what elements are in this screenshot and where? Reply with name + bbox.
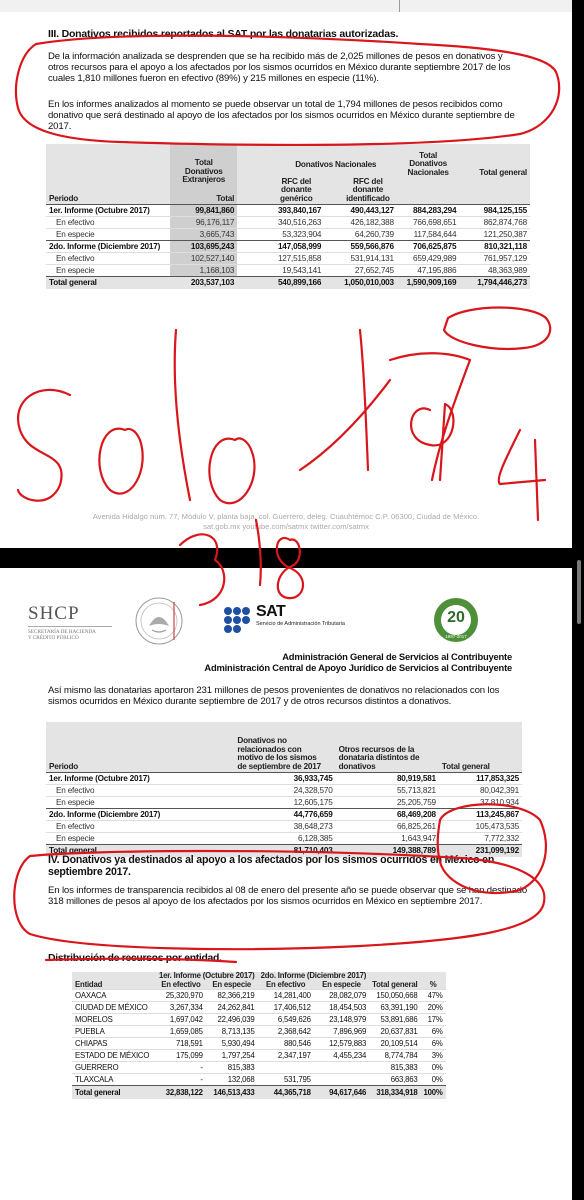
col3-pct: % [429,979,437,989]
scrollbar-thumb[interactable] [577,560,581,624]
donations-table [46,144,530,289]
cell-c1: 36,933,745 [234,772,335,784]
cell-c2: 19,543,141 [237,264,324,276]
sat-logo-sub: Servicio de Administración Tributaria [256,621,345,627]
footer-address: Avenida Hidalgo núm. 77, Módulo V, planta baja, col. Guerrero, deleg. Cuauhtémoc C.P. 06300, Ciudad de México. [92,512,480,521]
cell-c: 17,406,512 [258,1002,314,1014]
sat-logo [222,603,345,635]
col3-efectivo-2: En efectivo [265,979,306,989]
cell-t: 63,391,190 [369,1002,420,1014]
table-row [46,228,530,240]
cell-a: 718,591 [156,1038,206,1050]
col-nacionales-label: Donativos Nacionales [295,160,377,170]
other-resources-table [46,722,522,857]
cell-c2: 66,825,261 [336,820,439,832]
cell-c4: 47,195,886 [397,264,459,276]
cell-c4: 659,429,989 [397,252,459,264]
section-title-iv: IV. Donativos ya destinados al apoyo a los afectados por los sismos ocurridos en México en septiembre 2017. [48,854,495,878]
cell-a: 1,697,042 [156,1014,206,1026]
anniversary-badge-number: 20 [447,609,465,626]
shcp-logo-rule [28,626,112,627]
cell-a: 1,659,085 [156,1026,206,1038]
cell-c1: 12,605,175 [234,796,335,808]
cell-c5: 121,250,387 [459,228,530,240]
cell-c3: 7,772,332 [439,832,522,844]
table-total-row [72,1086,446,1099]
paragraph-resources-destined: En los informes de transparencia recibidos al 08 de enero del presente año se puede observar que se han destinado 318 millones de pesos al apoyo de los afectados por los sismos ocurridos en México en septiembre 2017. [48,885,528,907]
table-row [72,1014,446,1026]
paragraph-donations-total: En los informes analizados al momento se puede observar un total de 1,794 millones de pesos recibidos como donativo que será destinado al apoyo de los afectados por los sismos ocurridos en México durante septiembre de 2017. [48,99,515,132]
cell-c: 2,368,642 [258,1026,314,1038]
cell-c1: 81,710,403 [234,844,335,857]
cell-c: 6,549,626 [258,1014,314,1026]
col-total-nacionales [397,144,459,204]
shcp-logo-sub2: Y CRÉDITO PÚBLICO [28,635,79,641]
cell-c1: 203,537,103 [170,276,237,289]
entity-name: OAXACA [72,990,156,1002]
cell-c1: 6,128,385 [234,832,335,844]
cell-c: 531,795 [258,1074,314,1086]
cell-p: 47% [421,990,446,1002]
distribution-title: Distribución de recursos por entidad. [48,953,222,964]
col3-informe1: 1er. Informe (Octubre 2017) [159,971,255,980]
cell-c3: 1,050,010,003 [324,276,397,289]
table-row [46,832,522,844]
cell-b: 24,262,841 [206,1002,258,1014]
row-label: En especie [46,228,170,240]
row-label: En efectivo [46,252,170,264]
cell-c [258,1062,314,1074]
cell-b: 22,496,039 [206,1014,258,1026]
cell-p: 100% [421,1086,446,1099]
cell-c2: 55,713,821 [336,784,439,796]
cell-c1: 44,776,659 [234,808,335,820]
table-row [46,820,522,832]
col2-total-general: Total general [441,761,490,771]
table-row [72,1026,446,1038]
cell-c1: 102,527,140 [170,252,237,264]
section-title-iii: III. Donativos recibidos reportados al SAT por las donatarias autorizadas. [48,28,399,40]
cell-b: 8,713,135 [206,1026,258,1038]
cell-d: 23,148,979 [314,1014,369,1026]
cell-a: 25,320,970 [156,990,206,1002]
cell-c5: 810,321,118 [459,240,530,252]
col-periodo: Periodo [49,193,79,203]
table-group-row [46,808,522,820]
anniversary-badge-years: 1997-2017 [445,634,467,639]
col-extranjeros-label: Total Donativos Extranjeros [182,158,226,185]
col-rfc-identificado: RFC del donante identificado [346,176,390,203]
cell-d: 28,082,079 [314,990,369,1002]
cell-a: - [156,1074,206,1086]
table-group-row [46,772,522,784]
cell-c3: 37,810,934 [439,796,522,808]
table-row [46,784,522,796]
entity-name: GUERRERO [72,1062,156,1074]
row-label: En efectivo [46,784,234,796]
cell-t: 815,383 [369,1062,420,1074]
cell-c2: 53,323,904 [237,228,324,240]
cell-d: 94,617,646 [314,1086,369,1099]
cell-d: 18,454,503 [314,1002,369,1014]
row-label: En especie [46,832,234,844]
col-total-nacionales-label: Total Donativos Nacionales [407,150,449,177]
distribution-table [72,972,446,1099]
cell-c5: 48,363,989 [459,264,530,276]
table-group-row [46,204,530,216]
cell-c2: 25,205,759 [336,796,439,808]
row-label: 2do. Informe (Diciembre 2017) [46,240,170,252]
admin-line-1: Administración General de Servicios al Contribuyente [282,651,512,662]
col-extranjeros-total: Total [216,193,235,203]
cell-c2: 340,516,263 [237,216,324,228]
cell-b: 1,797,254 [206,1050,258,1062]
table-total-row [46,276,530,289]
cell-c3: 27,652,745 [324,264,397,276]
shcp-logo [28,603,148,641]
cell-c4: 117,584,644 [397,228,459,240]
col3-especie-2: En especie [322,979,361,989]
cell-p: 6% [421,1026,446,1038]
table-row [72,1062,446,1074]
col-total-general [459,144,530,204]
cell-c: 2,347,197 [258,1050,314,1062]
table-row [72,990,446,1002]
row-label: Total general [46,276,170,289]
col3-efectivo-1: En efectivo [161,979,201,989]
paragraph-donations-received: De la información analizada se desprenden que se ha recibido más de 2,025 millones de pesos en donativos y otros recursos para el apoyo a los afectados por los sismos ocurridos en México durante septiembre 2017 de los cuales 1,810 millones fueron en efectivo (89%) y 215 millones en especie (11%). [48,51,511,84]
cell-c2: 540,899,166 [237,276,324,289]
page-edge-divider [399,0,400,12]
cell-d: 4,455,234 [314,1050,369,1062]
col2-otros-label: Otros recursos de la donataria distintos de donativos [338,744,420,771]
cell-c3: 80,042,391 [439,784,522,796]
cell-c1: 24,328,570 [234,784,335,796]
cell-c3: 117,853,325 [439,772,522,784]
col3-total: Total general [372,979,418,989]
col-total-general-label: Total general [479,167,527,177]
cell-c4: 884,283,294 [397,204,459,216]
anniversary-badge [432,596,480,644]
cell-c3: 426,182,388 [324,216,397,228]
cell-c5: 862,874,768 [459,216,530,228]
cell-t: 20,109,514 [369,1038,420,1050]
cell-c2: 80,919,581 [336,772,439,784]
cell-c1: 103,695,243 [170,240,237,252]
entity-name: Total general [72,1086,156,1099]
shcp-logo-sub1: SECRETARÍA DE HACIENDA [28,629,96,635]
cell-c3: 531,914,131 [324,252,397,264]
cell-c3: 64,260,739 [324,228,397,240]
cell-p: 6% [421,1038,446,1050]
cell-t: 150,050,668 [369,990,420,1002]
cell-d: 7,896,969 [314,1026,369,1038]
table-group-row [46,240,530,252]
cell-c3: 105,473,535 [439,820,522,832]
cell-t: 663,863 [369,1074,420,1086]
cell-c1: 99,841,860 [170,204,237,216]
col-extranjeros [170,144,237,204]
row-label: 2do. Informe (Diciembre 2017) [46,808,234,820]
cell-c5: 1,794,446,273 [459,276,530,289]
row-label: 1er. Informe (Octubre 2017) [46,204,170,216]
entity-name: CHIAPAS [72,1038,156,1050]
document-page-2 [0,568,572,1200]
col3-entidad: Entidad [75,979,103,989]
table-row [72,1050,446,1062]
table-row [46,216,530,228]
cell-c5: 761,957,129 [459,252,530,264]
row-label: En efectivo [46,820,234,832]
cell-c5: 984,125,155 [459,204,530,216]
cell-p: 0% [421,1074,446,1086]
cell-c3: 559,566,876 [324,240,397,252]
col2-no-relacionados [234,722,335,772]
table-row [46,252,530,264]
previous-page-edge [0,0,572,12]
cell-b: 82,366,219 [206,990,258,1002]
cell-d [314,1062,369,1074]
cell-c1: 3,665,743 [170,228,237,240]
admin-line-2: Administración Central de Apoyo Jurídico de Servicios al Contribuyente [204,662,512,673]
col-rfc-identificado-header [324,144,397,204]
cell-t: 53,891,686 [369,1014,420,1026]
cell-c: 14,281,400 [258,990,314,1002]
cell-c2: 1,643,947 [336,832,439,844]
cell-t: 20,637,831 [369,1026,420,1038]
cell-t: 318,334,918 [369,1086,420,1099]
row-label: En especie [46,264,170,276]
cell-a: - [156,1062,206,1074]
paragraph-other-resources: Así mismo las donatarias aportaron 231 millones de pesos provenientes de donativos no relacionados con los sismos ocurridos en México durante septiembre de 2017 y de otros recursos distintos a donativos. [48,685,500,707]
document-page-1 [0,0,572,548]
cell-a: 32,838,122 [156,1086,206,1099]
cell-p: 3% [421,1050,446,1062]
row-label: En especie [46,796,234,808]
cell-c: 880,546 [258,1038,314,1050]
table-row [46,796,522,808]
cell-c4: 766,698,651 [397,216,459,228]
cell-d [314,1074,369,1086]
cell-c2: 393,840,167 [237,204,324,216]
table-row [72,1002,446,1014]
entity-name: CIUDAD DE MÉXICO [72,1002,156,1014]
sat-logo-text: SAT [256,603,286,620]
cell-c3: 113,245,867 [439,808,522,820]
cell-p: 17% [421,1014,446,1026]
cell-a: 3,267,334 [156,1002,206,1014]
cell-b: 146,513,433 [206,1086,258,1099]
cell-b: 815,383 [206,1062,258,1074]
cell-c2: 68,469,208 [336,808,439,820]
col2-otros [336,722,439,772]
footer-links: sat.gob.mx youtube.com/satmx twitter.com/satmx [203,522,369,531]
cell-c3: 231,099,192 [439,844,522,857]
cell-b: 5,930,494 [206,1038,258,1050]
entity-name: MORELOS [72,1014,156,1026]
row-label: 1er. Informe (Octubre 2017) [46,772,234,784]
cell-c: 44,365,718 [258,1086,314,1099]
cell-c2: 127,515,858 [237,252,324,264]
entity-name: ESTADO DE MÉXICO [72,1050,156,1062]
cell-c4: 706,625,875 [397,240,459,252]
cell-p: 20% [421,1002,446,1014]
col-rfc-generico: RFC del donante genérico [280,176,313,203]
mexico-seal-icon [134,596,184,646]
cell-d: 12,579,883 [314,1038,369,1050]
table-row [46,264,530,276]
cell-p: 0% [421,1062,446,1074]
cell-c2: 147,058,999 [237,240,324,252]
shcp-logo-text: SHCP [28,603,80,624]
cell-c4: 1,590,909,169 [397,276,459,289]
cell-b: 132,068 [206,1074,258,1086]
sat-dots-icon [222,605,252,635]
entity-name: PUEBLA [72,1026,156,1038]
col2-periodo: Periodo [49,761,79,771]
col2-no-relacionados-label: Donativos no relacionados con motivo de los sismos de septiembre de 2017 [237,736,321,771]
entity-name: TLAXCALA [72,1074,156,1086]
cell-c1: 38,648,273 [234,820,335,832]
cell-a: 175,099 [156,1050,206,1062]
col3-especie-1: En especie [212,979,252,989]
cell-c3: 490,443,127 [324,204,397,216]
row-label: Total general [46,844,234,857]
col3-informe2: 2do. Informe (Diciembre 2017) [260,971,367,980]
cell-c2: 149,388,789 [336,844,439,857]
cell-c1: 1,168,103 [170,264,237,276]
cell-c1: 96,176,117 [170,216,237,228]
cell-t: 8,774,784 [369,1050,420,1062]
table-row [72,1038,446,1050]
row-label: En efectivo [46,216,170,228]
table-row [72,1074,446,1086]
